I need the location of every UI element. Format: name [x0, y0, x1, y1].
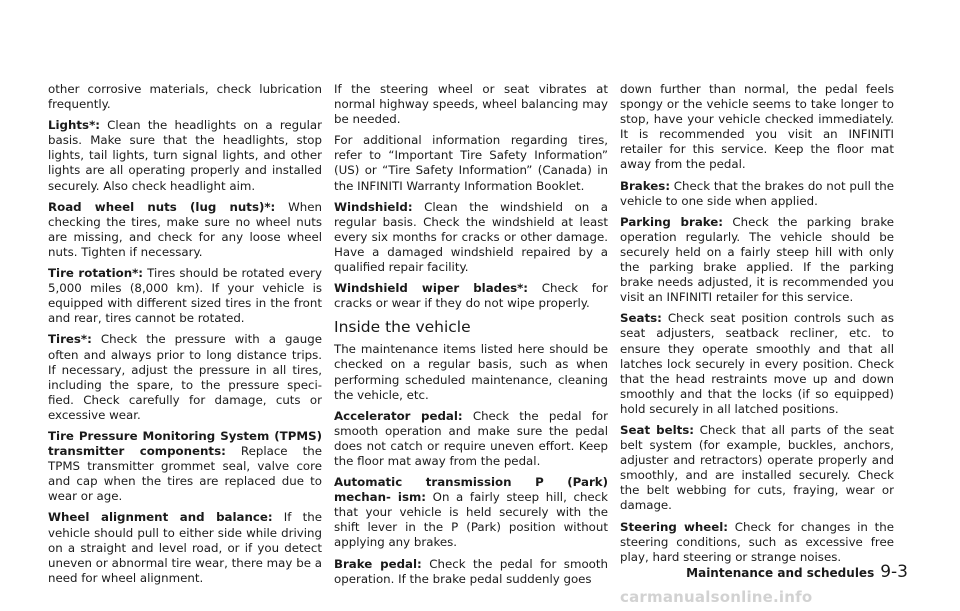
item-term: Lights*:: [48, 118, 100, 133]
item-term: Seats:: [620, 311, 662, 326]
item-text: Check that the brakes do not pull the vehicle to one side when applied.: [620, 178, 894, 208]
item-term: Brakes:: [620, 178, 671, 193]
item-term: Steering wheel:: [620, 519, 729, 534]
item-text: Check the pedal for smooth operation. If the brake pedal suddenly goes: [334, 556, 608, 586]
item-text: Clean the headlights on a regular basis. Make sure that the headlights, stop lights, tail lights, turn signal lights, and other lights are all operating properly and installed securely. Also check headlight aim.: [48, 118, 322, 193]
item-text: On a fairly steep hill, check that your vehicle is held securely with the shift lever in the P (Park) position without applying any brakes.: [334, 490, 608, 550]
item-text: Check the pedal for smooth operation and make sure the pedal does not catch or require uneven effort. Keep the floor mat away from the pedal.: [334, 408, 608, 468]
item-text: When checking the tires, make sure no wheel nuts are missing, and check for any loose wheel nuts. Tighten if necessary.: [48, 199, 322, 259]
item-text: Tires should be rotated every 5,000 miles (8,000 km). If your vehicle is equipped with different sized tires in the front and rear, tires cannot be rotated.: [48, 266, 322, 326]
page-number: 9-3: [880, 562, 908, 582]
item-text: Check seat position controls such as seat adjusters, seatback recliner, etc. to ensure they operate smoothly and that all latches lock securely in every position. Check that the head restraints move up and down smoothly and that the locks (if so equipped) hold securely in all latched positions.: [620, 311, 894, 416]
item-road-wheel-nuts: [48, 200, 322, 260]
item-text: Check that all parts of the seat belt system (for example, buckles, anchors, adjuster and retractors) operate properly and smoothly, and are installed securely. Check the belt webbing for cuts, fraying, wear or damage.: [620, 422, 895, 513]
item-term: Automatic transmission P (Park) mechan- ism:: [334, 475, 608, 505]
item-term: Wheel alignment and balance:: [48, 510, 273, 525]
item-term: Windshield:: [334, 199, 413, 214]
item-term: Seat belts:: [620, 422, 694, 437]
text-column-left: [48, 82, 322, 592]
section-heading: Inside the vehicle: [334, 318, 471, 337]
item-park-mechanism: [334, 475, 608, 550]
item-tire-rotation: [48, 266, 322, 326]
paragraph-continued: down further than normal, the pedal feels spongy or the vehicle seems to take longer to stop, have your vehicle checked immediately. It is recommended you visit an INFINITI retailer for this service. Keep the floor mat away from the pedal.: [620, 82, 894, 172]
item-term: Tire rotation*:: [48, 266, 143, 281]
footer-section-title: Maintenance and schedules: [686, 566, 875, 580]
item-term: Road wheel nuts (lug nuts)*:: [48, 199, 276, 214]
item-windshield: [334, 200, 608, 275]
item-tires: [48, 332, 322, 423]
item-text: Clean the windshield on a regular basis. Check the windshield at least every six months for cracks or other damage. Have a damaged windshield repaired by a qualified repair facility.: [334, 199, 608, 275]
item-term: Windshield wiper blades*:: [334, 281, 529, 296]
item-brake-pedal: [334, 557, 608, 587]
item-tpms: [48, 429, 322, 504]
paragraph-continued: other corrosive materials, check lubrication frequently.: [48, 82, 322, 112]
page-footer: [686, 562, 908, 582]
item-text: Check for cracks or wear if they do not wipe properly.: [334, 281, 608, 311]
item-brakes: [620, 179, 894, 209]
item-term: Brake pedal:: [334, 556, 422, 571]
text-column-middle: [334, 82, 608, 593]
section-intro: The maintenance items listed here should be checked on a regular basis, such as when performing scheduled maintenance, cleaning the vehicle, etc.: [334, 342, 608, 402]
item-accelerator-pedal: [334, 409, 608, 469]
item-text: Replace the TPMS transmitter grommet seal, valve core and cap when the tires are replaced due to wear or age.: [48, 444, 322, 504]
item-wheel-alignment: [48, 510, 322, 585]
paragraph-tire-information: For additional information regarding tires, refer to “Important Tire Safety Information” (US) or “Tire Safety Information” (Canada) in the INFINITI Warranty Information Booklet.: [334, 133, 608, 193]
watermark: carmanualsonline.info: [620, 588, 813, 606]
item-wiper-blades: [334, 281, 608, 311]
item-lights: [48, 118, 322, 193]
item-text: If the vehicle should pull to either side while driving on a straight and level road, or if you detect uneven or abnormal tire wear, there may be a need for wheel alignment.: [48, 510, 322, 585]
item-term: Tires*:: [48, 332, 92, 347]
item-seat-belts: [620, 423, 894, 514]
item-steering-wheel: [620, 520, 894, 565]
item-text: Check the parking brake operation regularly. The vehicle should be securely held on a fairly steep hill with only the parking brake applied. If the parking brake needs adjusted, it is recommended you visit an INFINITI retailer for this service.: [620, 214, 894, 305]
item-term: Parking brake:: [620, 214, 724, 229]
paragraph-wheel-balancing: If the steering wheel or seat vibrates at normal highway speeds, wheel balancing may be needed.: [334, 82, 608, 127]
item-seats: [620, 311, 894, 417]
item-term: Tire Pressure Monitoring System (TPMS) transmitter components:: [48, 428, 322, 459]
item-term: Accelerator pedal:: [334, 408, 463, 423]
text-column-right: [620, 82, 894, 571]
item-text: Check for changes in the steering conditions, such as excessive free play, hard steering or strange noises.: [620, 519, 895, 564]
item-parking-brake: [620, 215, 894, 306]
item-text: Check the pressure with a gauge often and always prior to long distance trips. If necessary, adjust the pressure in all tires, including the spare, to the pressure speci- fied. Check carefully for damage, cuts or excessive wear.: [48, 332, 322, 422]
